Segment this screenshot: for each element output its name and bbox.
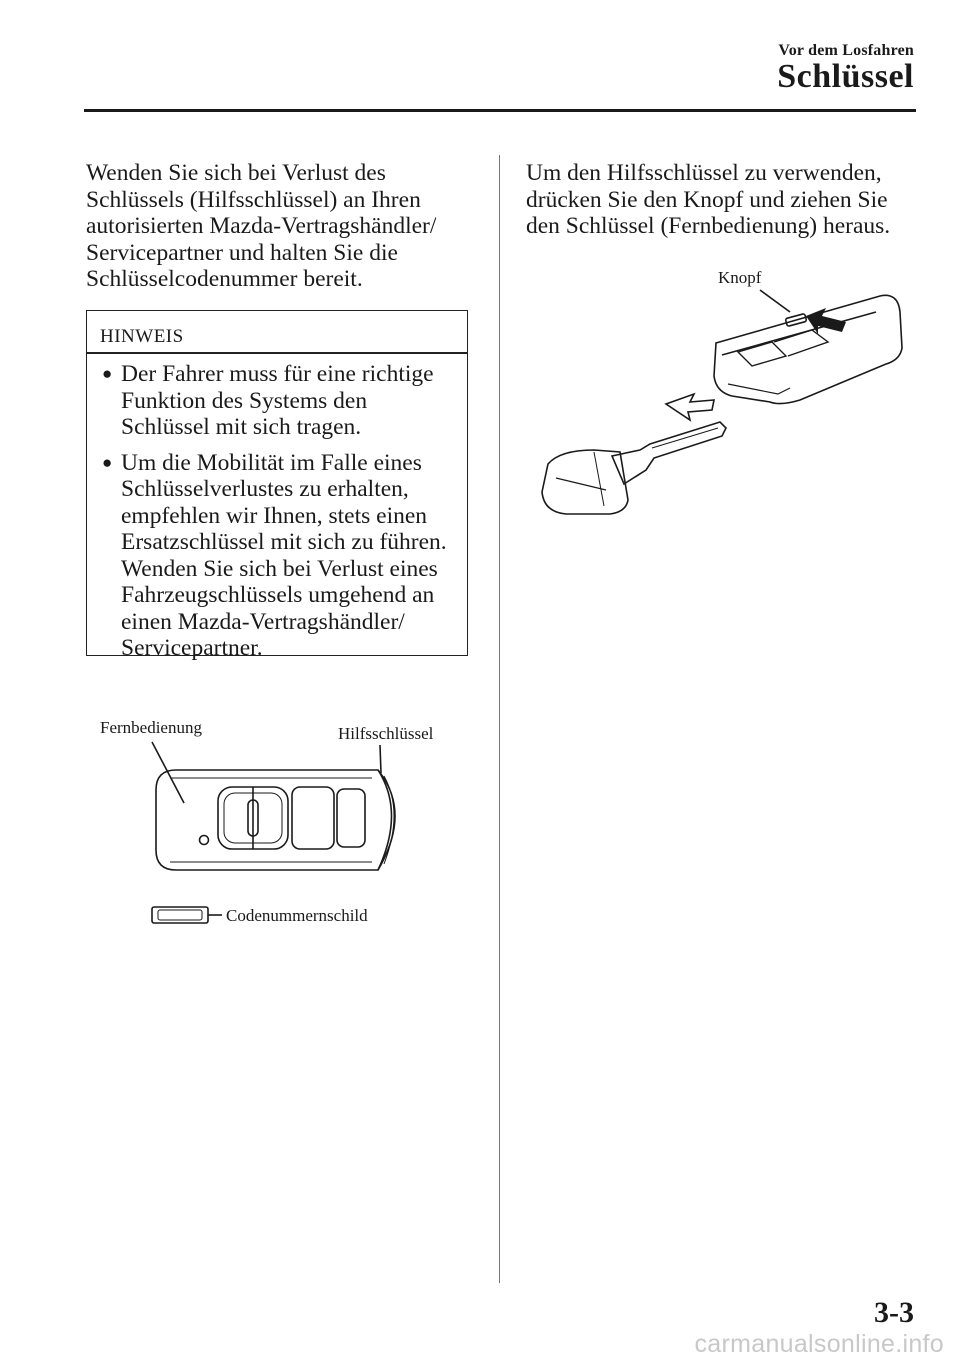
led-indicator	[200, 836, 209, 845]
note-title: HINWEIS	[100, 326, 184, 347]
aux-key-figure	[542, 290, 902, 514]
leader-line-aux-key	[380, 745, 381, 773]
section-label: Vor dem Losfahren	[778, 42, 914, 59]
intro-paragraph-right: Um den Hilfsschlüssel zu verwenden, drücken Sie den Knopf und ziehen Sie den Schlüssel (Fernbedienung) heraus.	[526, 160, 891, 239]
label-remote: Fernbedienung	[100, 718, 202, 737]
unlock-button	[292, 787, 334, 849]
note-item-text: Der Fahrer muss für eine richtige Funktion des Systems den Schlüssel mit sich tragen.	[121, 361, 434, 440]
page-number: 3-3	[874, 1296, 914, 1329]
page-title: Schlüssel	[777, 58, 914, 95]
intro-paragraph-left: Wenden Sie sich bei Verlust des Schlüssels (Hilfsschlüssel) an Ihren autorisierten Mazda-Vertragshändler/ Servicepartner und halten Sie die Schlüsselcodenummer bereit.	[86, 160, 437, 292]
label-aux-key: Hilfsschlüssel	[338, 724, 434, 743]
code-plate	[152, 907, 208, 923]
label-code-plate: Codenummernschild	[226, 906, 368, 925]
watermark: carmanualsonline.info	[694, 1330, 944, 1358]
fob-body	[156, 770, 392, 870]
key-head	[542, 450, 628, 514]
label-button: Knopf	[718, 268, 762, 287]
leader-line-button	[760, 290, 790, 312]
pull-arrow-icon	[666, 394, 714, 420]
bullet-icon: ●	[102, 364, 113, 383]
note-item-text: Um die Mobilität im Falle eines Schlüsselverlustes zu erhalten, empfehlen wir Ihnen, stets einen Ersatzschlüssel mit sich zu führen. Wenden Sie sich bei Verlust eines Fahrzeugschlüssels umgehend an einen Mazda-Vertragshändler/ Servicepartner.	[121, 449, 447, 661]
key-blade	[612, 422, 726, 484]
trunk-button	[337, 789, 365, 847]
bullet-icon: ●	[102, 452, 113, 472]
